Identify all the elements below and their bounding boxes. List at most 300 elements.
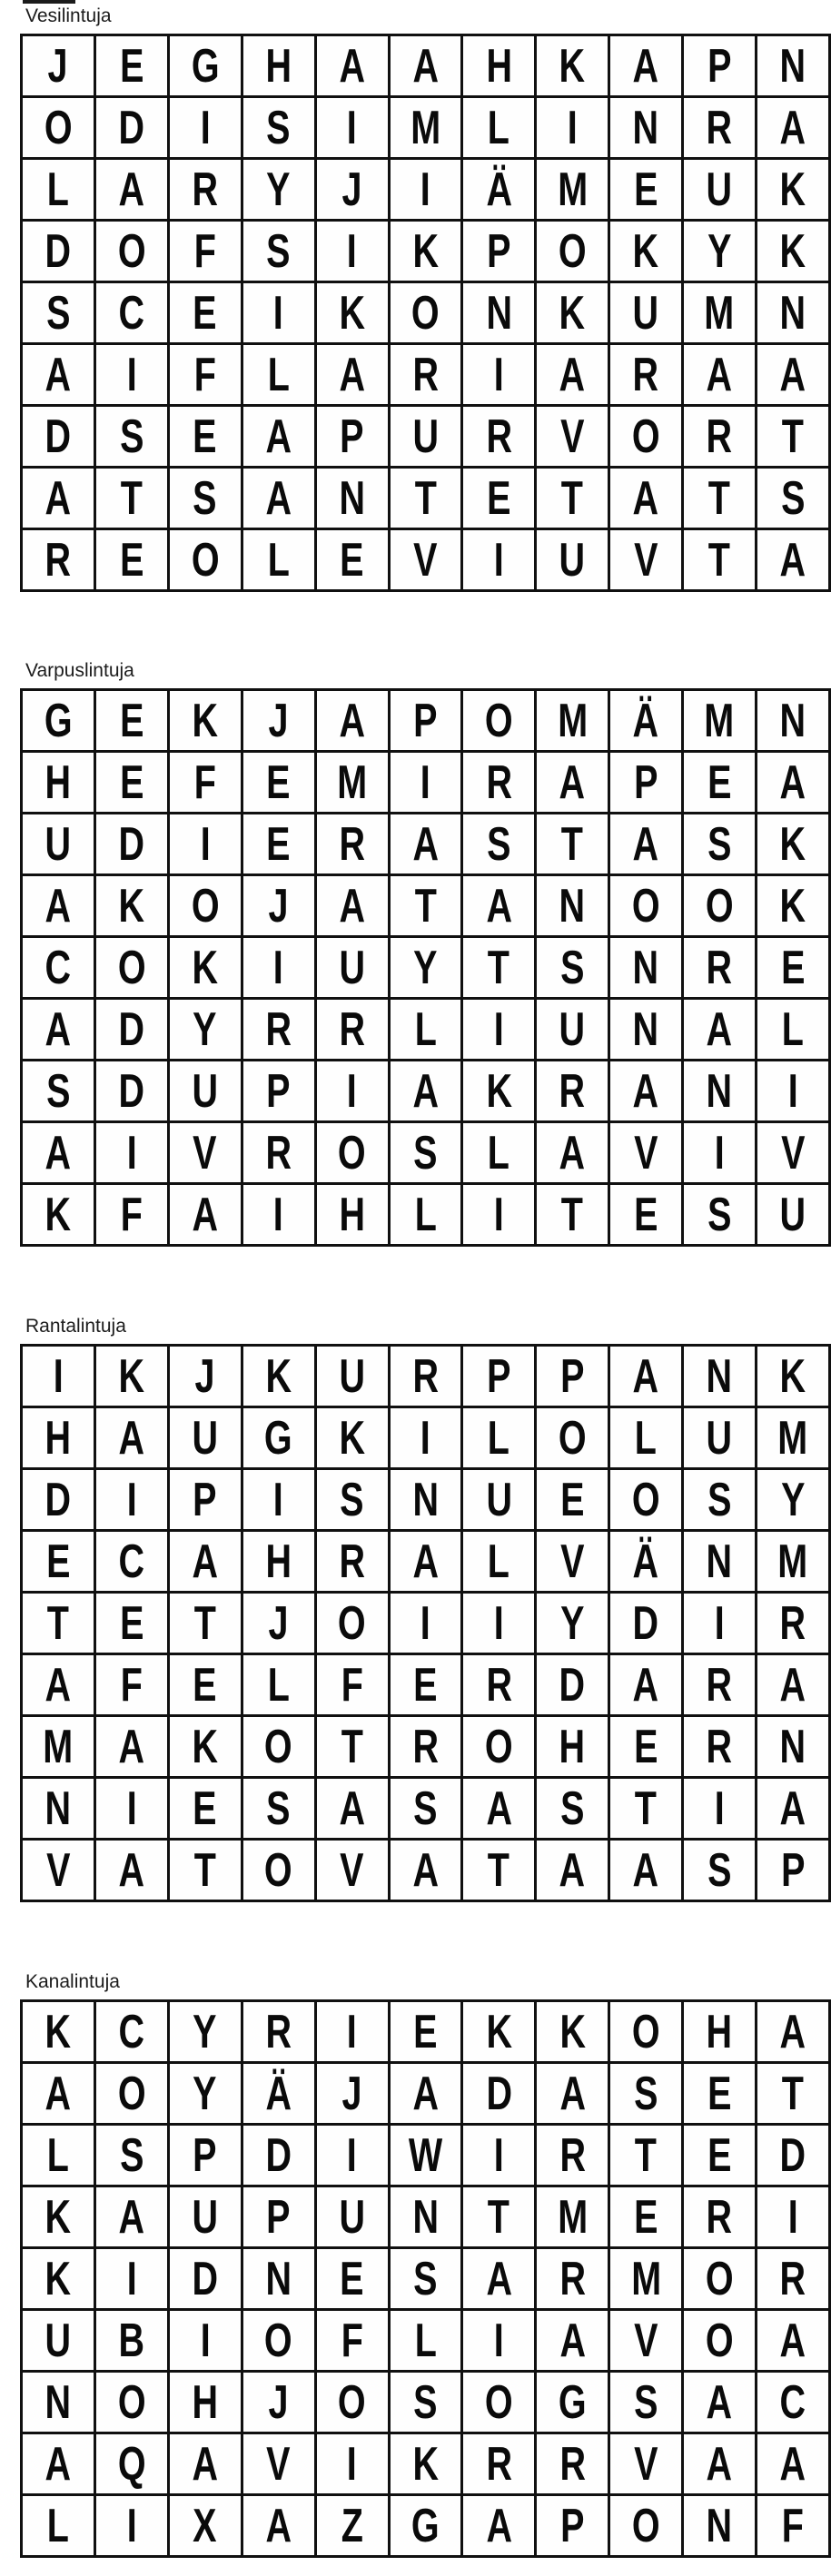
letter-cell — [315, 1778, 389, 1840]
letter: E — [633, 1188, 658, 1241]
letter: K — [192, 1720, 219, 1773]
letter: I — [347, 1064, 358, 1118]
letter: I — [347, 2005, 358, 2058]
letter: K — [779, 224, 806, 278]
letter: K — [265, 1349, 292, 1403]
letter-cell — [389, 35, 462, 97]
letter-cell — [462, 814, 536, 875]
letter-cell — [168, 1407, 242, 1469]
letter-cell — [315, 2433, 389, 2495]
letter-cell — [242, 2001, 315, 2063]
letter: Y — [193, 2067, 217, 2120]
letter: A — [45, 1126, 72, 1179]
letter: A — [339, 39, 365, 93]
letter: A — [192, 1188, 219, 1241]
letter-cell — [683, 1593, 757, 1654]
letter: U — [779, 1188, 806, 1241]
letter: S — [119, 410, 144, 463]
letter-cell — [168, 282, 242, 344]
letter: Y — [780, 1473, 806, 1526]
letter-cell — [536, 875, 609, 937]
letter-cell — [22, 2248, 95, 2310]
letter: T — [781, 410, 805, 463]
letter: I — [493, 533, 504, 587]
letter: S — [45, 1064, 71, 1118]
letter: Y — [266, 163, 291, 216]
letter-cell — [536, 1122, 609, 1184]
letter-cell — [683, 159, 757, 221]
letter-cell — [22, 468, 95, 529]
letter-cell — [536, 1469, 609, 1531]
letter: I — [420, 1596, 430, 1650]
letter-cell — [94, 221, 168, 282]
letter: P — [487, 1349, 511, 1403]
letter: S — [780, 471, 806, 525]
letter: L — [414, 2314, 437, 2367]
letter: V — [340, 1843, 364, 1897]
letter-cell — [315, 1184, 389, 1246]
letter-cell — [22, 221, 95, 282]
letter: I — [714, 1781, 725, 1835]
letter: K — [192, 694, 219, 747]
letter: R — [559, 2128, 586, 2182]
letter: I — [273, 1188, 284, 1241]
letter-cell — [94, 159, 168, 221]
letter: A — [265, 410, 292, 463]
word-search-grid-rantalintuja — [20, 1344, 831, 1902]
letter-cell — [609, 2495, 683, 2557]
letter-cell — [609, 937, 683, 999]
letter: M — [557, 694, 588, 747]
letter: N — [486, 286, 512, 340]
letter-cell — [22, 1531, 95, 1593]
letter-cell — [462, 690, 536, 752]
letter: S — [413, 2252, 438, 2305]
letter-cell — [242, 35, 315, 97]
letter-cell — [389, 690, 462, 752]
letter-cell — [683, 282, 757, 344]
letter-cell — [683, 2001, 757, 2063]
letter-cell — [683, 406, 757, 468]
letter-cell — [168, 2186, 242, 2248]
letter-cell — [536, 282, 609, 344]
letter: I — [420, 1411, 430, 1465]
letter-cell — [536, 1840, 609, 1901]
letter-cell — [168, 1184, 242, 1246]
letter: A — [632, 1349, 659, 1403]
letter: A — [559, 2314, 586, 2367]
letter: R — [559, 2437, 586, 2491]
letter-cell — [683, 1469, 757, 1531]
letter: G — [411, 2499, 440, 2552]
letter-cell — [168, 1122, 242, 1184]
letter-cell — [757, 2001, 830, 2063]
letter: A — [706, 2437, 733, 2491]
letter: N — [779, 39, 806, 93]
letter-cell — [94, 2372, 168, 2433]
letter-cell — [462, 2125, 536, 2186]
letter-cell — [609, 344, 683, 406]
letter: E — [413, 2005, 438, 2058]
letter: L — [46, 2499, 70, 2552]
letter-cell — [168, 1840, 242, 1901]
letter: I — [347, 224, 358, 278]
letter: A — [45, 879, 72, 933]
letter-cell — [757, 752, 830, 814]
letter-cell — [757, 468, 830, 529]
letter: I — [273, 1473, 284, 1526]
letter: K — [118, 1349, 145, 1403]
letter-cell — [242, 406, 315, 468]
letter: R — [45, 533, 72, 587]
letter-cell — [389, 468, 462, 529]
letter-cell — [536, 344, 609, 406]
letter: T — [707, 533, 731, 587]
letter: A — [412, 39, 439, 93]
letter-cell — [609, 221, 683, 282]
letter-cell — [462, 97, 536, 159]
letter-cell — [609, 690, 683, 752]
letter-cell — [242, 1122, 315, 1184]
letter-cell — [683, 529, 757, 591]
letter: R — [412, 1720, 439, 1773]
letter-cell — [242, 999, 315, 1061]
letter: O — [631, 2499, 660, 2552]
letter-cell — [757, 814, 830, 875]
letter: O — [631, 2005, 660, 2058]
letter: S — [487, 817, 511, 871]
letter: U — [339, 2190, 365, 2244]
letter: C — [118, 1535, 145, 1588]
letter-cell — [757, 1061, 830, 1122]
letter-cell — [683, 1061, 757, 1122]
letter-cell — [609, 814, 683, 875]
letter-cell — [609, 468, 683, 529]
letter-cell — [315, 2495, 389, 2557]
letter-cell — [22, 752, 95, 814]
letter: K — [45, 1188, 72, 1241]
letter: L — [46, 163, 70, 216]
letter-cell — [389, 2372, 462, 2433]
letter-cell — [94, 2495, 168, 2557]
letter: S — [707, 1188, 732, 1241]
letter-cell — [462, 529, 536, 591]
letter: P — [413, 694, 438, 747]
letter: E — [193, 1658, 217, 1712]
letter-cell — [242, 2063, 315, 2125]
letter-cell — [168, 159, 242, 221]
letter-cell — [168, 1061, 242, 1122]
letter: N — [779, 1720, 806, 1773]
scan-artifact — [23, 0, 75, 4]
letter: A — [706, 2375, 733, 2429]
letter: R — [632, 348, 659, 401]
letter-cell — [609, 1407, 683, 1469]
letter: C — [779, 2375, 806, 2429]
letter-cell — [683, 2186, 757, 2248]
letter-cell — [757, 690, 830, 752]
letter-cell — [315, 2248, 389, 2310]
letter-cell — [462, 1716, 536, 1778]
letter-cell — [315, 282, 389, 344]
letter-cell — [609, 35, 683, 97]
letter-cell — [315, 529, 389, 591]
letter-cell — [462, 2372, 536, 2433]
letter-cell — [389, 2433, 462, 2495]
letter-cell — [389, 752, 462, 814]
letter-cell — [168, 2063, 242, 2125]
letter: T — [488, 941, 510, 994]
letter: R — [412, 348, 439, 401]
letter: I — [420, 755, 430, 809]
letter-cell — [94, 35, 168, 97]
letter: E — [707, 755, 732, 809]
letter-cell — [168, 1469, 242, 1531]
letter: T — [635, 1781, 658, 1835]
letter-cell — [389, 999, 462, 1061]
letter: T — [635, 2128, 658, 2182]
letter: A — [779, 2005, 806, 2058]
letter: L — [414, 1002, 437, 1056]
letter: Ä — [632, 1535, 659, 1588]
letter: J — [194, 1349, 215, 1403]
letter: F — [193, 348, 216, 401]
letter-cell — [462, 1061, 536, 1122]
letter: H — [265, 1535, 292, 1588]
letter: E — [119, 533, 144, 587]
letter-cell — [315, 1061, 389, 1122]
letter-cell — [242, 529, 315, 591]
letter-cell — [22, 2433, 95, 2495]
letter: A — [412, 1843, 439, 1897]
letter-cell — [242, 1716, 315, 1778]
section-title-varpuslintuja: Varpuslintuja — [25, 660, 134, 681]
letter: T — [414, 471, 437, 525]
letter: M — [704, 286, 735, 340]
letter: S — [413, 1126, 438, 1179]
letter-cell — [22, 1716, 95, 1778]
letter: S — [45, 286, 71, 340]
letter: E — [560, 1473, 585, 1526]
letter-cell — [242, 2186, 315, 2248]
letter-cell — [315, 875, 389, 937]
letter-cell — [94, 1184, 168, 1246]
letter-cell — [757, 1122, 830, 1184]
letter: U — [706, 1411, 733, 1465]
letter: I — [126, 1781, 137, 1835]
letter-cell — [389, 814, 462, 875]
letter-cell — [757, 875, 830, 937]
letter-cell — [242, 1778, 315, 1840]
letter-cell — [389, 2186, 462, 2248]
letter: K — [339, 286, 365, 340]
letter: D — [265, 2128, 292, 2182]
letter: O — [484, 2375, 513, 2429]
letter-cell — [389, 1778, 462, 1840]
letter: S — [266, 101, 291, 154]
letter-cell — [94, 690, 168, 752]
letter-cell — [22, 1407, 95, 1469]
letter-cell — [315, 1716, 389, 1778]
letter: U — [45, 2314, 72, 2367]
letter: R — [486, 1658, 512, 1712]
letter-cell — [536, 1346, 609, 1407]
letter-cell — [536, 468, 609, 529]
letter-cell — [683, 937, 757, 999]
letter-cell — [242, 752, 315, 814]
letter: E — [487, 471, 511, 525]
letter: T — [488, 2190, 510, 2244]
letter-cell — [94, 937, 168, 999]
letter: V — [266, 2437, 291, 2491]
letter-cell — [757, 1407, 830, 1469]
letter: A — [45, 2437, 72, 2491]
letter-cell — [389, 875, 462, 937]
letter: O — [264, 1843, 293, 1897]
letter: A — [412, 2067, 439, 2120]
letter: T — [561, 817, 584, 871]
letter: O — [264, 1720, 293, 1773]
letter: V — [193, 1126, 217, 1179]
letter: A — [632, 1843, 659, 1897]
letter: O — [191, 533, 220, 587]
letter-cell — [462, 282, 536, 344]
letter-cell — [315, 1531, 389, 1593]
letter-cell — [609, 2372, 683, 2433]
letter-cell — [462, 2495, 536, 2557]
letter-cell — [168, 97, 242, 159]
letter: A — [559, 1126, 586, 1179]
letter-cell — [94, 344, 168, 406]
letter-cell — [168, 875, 242, 937]
letter-cell — [315, 1122, 389, 1184]
letter: U — [339, 1349, 365, 1403]
letter: A — [118, 1843, 145, 1897]
letter: N — [706, 1064, 733, 1118]
letter: M — [337, 755, 368, 809]
letter-cell — [757, 937, 830, 999]
letter-cell — [462, 344, 536, 406]
letter-cell — [757, 344, 830, 406]
letter: A — [412, 817, 439, 871]
letter: P — [266, 1064, 291, 1118]
letter-cell — [22, 282, 95, 344]
letter-cell — [757, 1346, 830, 1407]
letter: R — [265, 1126, 292, 1179]
letter-cell — [168, 2372, 242, 2433]
letter-cell — [242, 2125, 315, 2186]
letter: V — [634, 2314, 658, 2367]
letter-cell — [683, 1122, 757, 1184]
letter-cell — [683, 221, 757, 282]
letter-cell — [22, 35, 95, 97]
letter-cell — [315, 406, 389, 468]
letter-cell — [168, 690, 242, 752]
letter: O — [117, 224, 146, 278]
letter-cell — [536, 2001, 609, 2063]
letter-cell — [389, 529, 462, 591]
letter-cell — [757, 2248, 830, 2310]
letter: V — [780, 1126, 806, 1179]
letter-cell — [94, 1840, 168, 1901]
letter: A — [779, 348, 806, 401]
letter: O — [558, 224, 587, 278]
letter-cell — [757, 2186, 830, 2248]
letter: I — [126, 1126, 137, 1179]
letter: A — [45, 348, 72, 401]
letter-cell — [22, 2310, 95, 2372]
letter: G — [558, 2375, 587, 2429]
letter: E — [340, 533, 364, 587]
letter: U — [559, 533, 586, 587]
letter-cell — [168, 752, 242, 814]
letter-cell — [536, 35, 609, 97]
letter-cell — [757, 2372, 830, 2433]
letter: S — [193, 471, 217, 525]
letter-cell — [94, 529, 168, 591]
letter: V — [633, 533, 658, 587]
letter: U — [412, 410, 439, 463]
letter-cell — [168, 1531, 242, 1593]
letter-cell — [94, 1716, 168, 1778]
letter-cell — [683, 1407, 757, 1469]
letter: A — [779, 755, 806, 809]
letter-cell — [757, 1840, 830, 1901]
letter-cell — [536, 159, 609, 221]
word-search-grid-kanalintuja — [20, 1999, 831, 2558]
letter: A — [45, 2067, 72, 2120]
letter-cell — [536, 2495, 609, 2557]
letter: I — [493, 1002, 504, 1056]
letter-cell — [168, 529, 242, 591]
letter: A — [339, 879, 365, 933]
letter-cell — [683, 690, 757, 752]
letter-cell — [315, 1346, 389, 1407]
letter: K — [559, 2005, 586, 2058]
letter: E — [780, 941, 806, 994]
letter-cell — [315, 344, 389, 406]
letter-cell — [683, 2495, 757, 2557]
letter-cell — [94, 1346, 168, 1407]
letter: A — [45, 1002, 72, 1056]
letter: H — [339, 1188, 365, 1241]
letter: E — [45, 1535, 71, 1588]
letter: T — [781, 2067, 805, 2120]
letter: I — [714, 1596, 725, 1650]
letter: T — [561, 471, 584, 525]
letter-cell — [609, 2063, 683, 2125]
letter-cell — [389, 1122, 462, 1184]
letter-cell — [609, 2001, 683, 2063]
letter: N — [559, 879, 586, 933]
letter: A — [118, 1411, 145, 1465]
letter: I — [420, 163, 430, 216]
letter-cell — [609, 1469, 683, 1531]
letter-cell — [757, 2310, 830, 2372]
letter-cell — [462, 2001, 536, 2063]
letter: A — [118, 163, 145, 216]
letter-cell — [94, 406, 168, 468]
letter: I — [493, 1188, 504, 1241]
letter-cell — [683, 1346, 757, 1407]
letter-cell — [242, 2248, 315, 2310]
letter-cell — [315, 159, 389, 221]
letter-cell — [168, 999, 242, 1061]
letter: C — [118, 286, 145, 340]
letter: R — [559, 1064, 586, 1118]
letter: A — [412, 1535, 439, 1588]
letter: R — [192, 163, 219, 216]
